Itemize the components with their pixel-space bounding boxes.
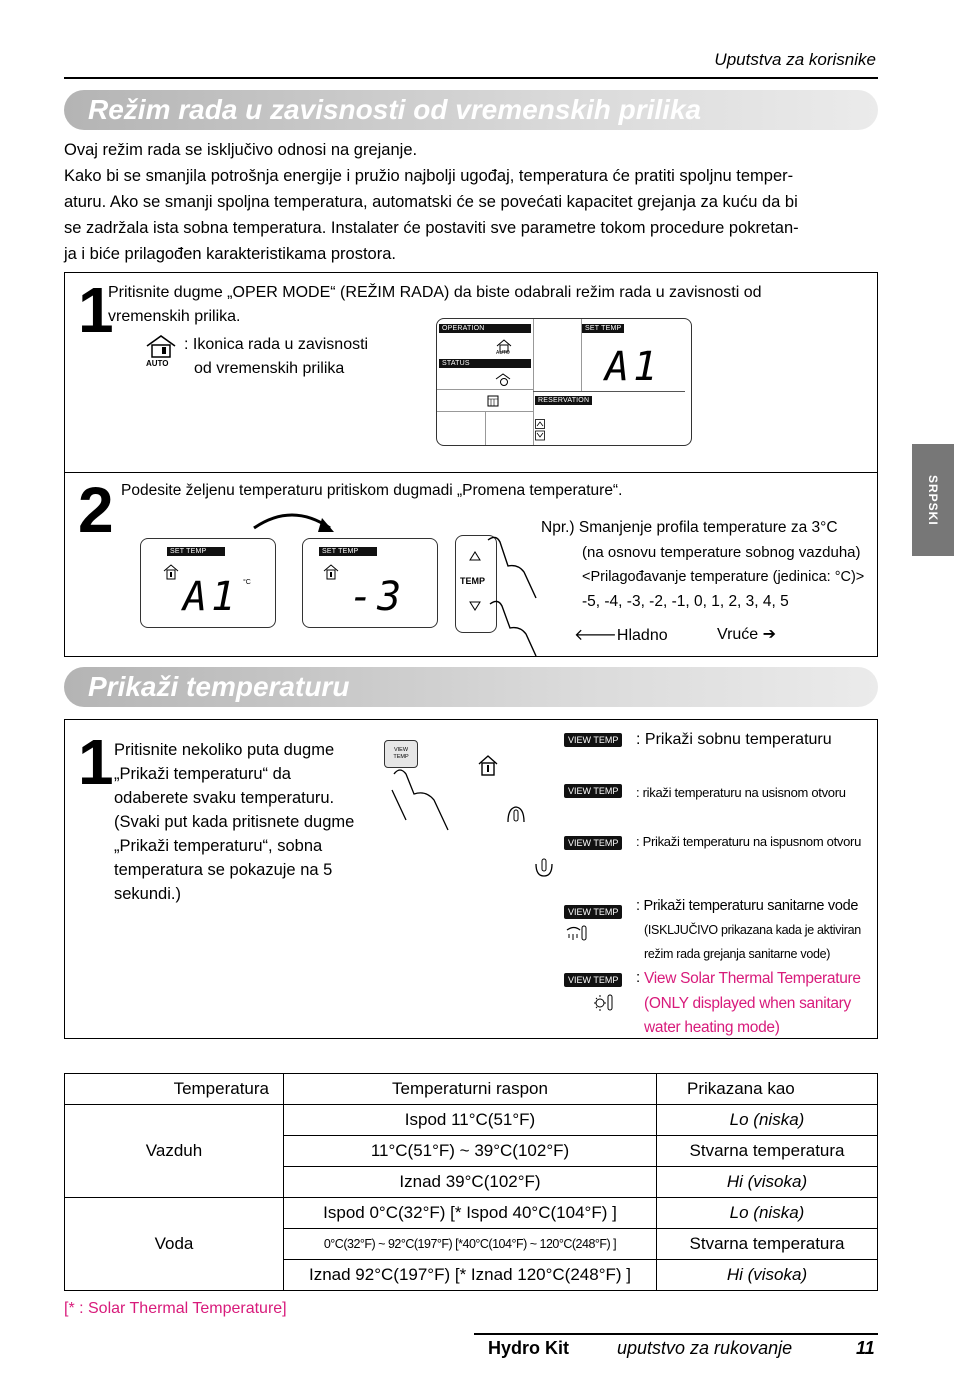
- table-row: [65, 1105, 878, 1136]
- solar-desc-line: View Solar Thermal Temperature: [644, 970, 861, 987]
- inlet-temp-icon: [505, 804, 527, 826]
- view-temp-button-label: TEMP: [393, 754, 409, 760]
- header-rule: [64, 77, 878, 79]
- table-group-label: Vazduh: [65, 1105, 284, 1198]
- lcd-readout: A1: [605, 344, 662, 390]
- view-temp-badge: VIEW TEMP: [564, 836, 622, 850]
- example-line: (na osnovu temperature sobnog vazduha): [582, 543, 861, 561]
- intro-paragraph: [64, 137, 878, 267]
- document-header: Uputstva za korisnike: [714, 50, 876, 69]
- hot-label: Vruće: [717, 626, 759, 643]
- view-temp-badge: VIEW TEMP: [564, 973, 622, 987]
- house-thermometer-icon: [323, 564, 339, 580]
- table-header: Temperatura: [65, 1074, 284, 1105]
- arrow-right-icon: ➔: [762, 626, 777, 643]
- intro-line: ja i biće prilagođen karakteristikama prostora.: [64, 245, 396, 263]
- instruction-line: odaberete svaku temperaturu.: [114, 789, 335, 807]
- view-temp-desc-line: : Prikaži temperaturu sanitarne vode: [636, 898, 859, 914]
- step-number: 1: [78, 274, 112, 346]
- table-header-row: [65, 1074, 878, 1105]
- intro-line: aturu. Ako se smanji spoljna temperatura, automatski će se povećati kapacitet grejanja za kuću da bi: [64, 193, 798, 211]
- auto-label: AUTO: [146, 359, 169, 368]
- section-title-view-temp: Prikaži temperaturu: [64, 667, 878, 707]
- footer-brand: Hydro Kit: [488, 1338, 569, 1358]
- table-group-label: Voda: [65, 1198, 284, 1291]
- icon-caption-line: od vremenskih prilika: [194, 360, 345, 377]
- hot-indicator: [717, 624, 776, 644]
- status-gear-icon: [495, 373, 511, 387]
- intro-line: se zadržala ista sobna temperatura. Instalater će postaviti sve parametre tokom procedure pokretan-: [64, 219, 799, 237]
- view-temp-badge: VIEW TEMP: [564, 784, 622, 798]
- icon-caption-line: : Ikonica rada u zavisnosti: [184, 336, 369, 353]
- operation-label: OPERATION: [439, 324, 531, 333]
- view-temp-desc: : rikaži temperaturu na usisnom otvoru: [636, 785, 846, 800]
- cold-indicator: [574, 624, 668, 645]
- room-temp-icon: [477, 754, 499, 776]
- example-note: [541, 516, 864, 614]
- view-temp-desc-line: režim rada grejanja sanitarne vode): [644, 947, 831, 961]
- solar-desc-line: (ONLY displayed when sanitary: [644, 994, 851, 1012]
- temp-button-label: TEMP: [460, 576, 486, 586]
- solar-thermal-desc: [644, 967, 861, 1041]
- icon-caption: [184, 333, 368, 381]
- panel-divider: [533, 391, 685, 392]
- solar-thermal-icon: [593, 993, 615, 1013]
- table-footnote: [* : Solar Thermal Temperature]: [64, 1300, 287, 1317]
- set-temp-label: SET TEMP: [167, 547, 225, 556]
- set-temp-label: SET TEMP: [582, 324, 624, 333]
- table-header: Temperaturni raspon: [284, 1074, 657, 1105]
- intro-line: Ovaj režim rada se isključivo odnosi na grejanje.: [64, 141, 418, 159]
- instruction-line: sekundi.): [114, 885, 181, 903]
- page-number: 11: [856, 1338, 875, 1358]
- table-cell: Iznad 39°C(102°F): [284, 1167, 657, 1198]
- table-row: [65, 1198, 878, 1229]
- intro-line: Kako bi se smanjila potrošnja energije i pružio najbolji ugođaj, temperatura će pratiti spoljnu temper-: [64, 167, 794, 185]
- finger-press-icon: [478, 528, 548, 658]
- view-temp-desc: : Prikaži temperaturu na ispusnom otvoru: [636, 834, 861, 849]
- table-cell: Ispod 11°C(51°F): [284, 1105, 657, 1136]
- auto-small-label: AUTO: [496, 350, 510, 356]
- sanitary-water-icon: [566, 924, 590, 944]
- colon-mark: :: [636, 969, 641, 986]
- view-temp-badge: VIEW TEMP: [564, 905, 622, 919]
- view-temp-desc-line: (ISKLJUČIVO prikazana kada je aktiviran: [644, 923, 861, 937]
- table-cell: Stvarna temperatura: [657, 1136, 878, 1167]
- weather-mode-house-icon: [144, 334, 178, 358]
- table-cell: Stvarna temperatura: [657, 1229, 878, 1260]
- instruction-line: „Prikaži temperaturu“ da: [114, 765, 291, 783]
- lcd-before: [140, 538, 276, 628]
- panel-divider: [437, 389, 533, 390]
- calendar-icon: [487, 395, 499, 407]
- arrow-left-icon: 🡐: [574, 627, 617, 644]
- view-temp-button-label: VIEW: [393, 747, 409, 753]
- status-label: STATUS: [439, 359, 531, 368]
- outlet-temp-icon: [533, 856, 555, 878]
- temperature-range-table: [64, 1073, 878, 1291]
- example-line: Npr.) Smanjenje profila temperature za 3°C: [541, 519, 838, 536]
- lcd-after: [302, 538, 438, 628]
- lcd-readout: A1: [183, 574, 240, 620]
- example-line: <Prilagođavanje temperature (jedinica: °C)>: [582, 569, 865, 585]
- view-temp-desc: : Prikaži sobnu temperaturu: [636, 731, 832, 748]
- table-cell: Ispod 0°C(32°F) [* Ispod 40°C(104°F) ]: [284, 1198, 657, 1229]
- cold-label: Hladno: [616, 627, 668, 644]
- panel-divider: [485, 411, 486, 445]
- reservation-label: RESERVATION: [535, 396, 592, 405]
- hand-press-icon: [390, 760, 454, 832]
- view-temp-desc: [636, 894, 861, 966]
- section-title-weather-mode: Režim rada u zavisnosti od vremenskih prilika: [64, 90, 878, 130]
- view-temp-badge: VIEW TEMP: [564, 733, 622, 747]
- step1-text-line: Pritisnite dugme „OPER MODE“ (REŽIM RADA) da biste odabrali režim rada u zavisnosti od: [108, 284, 762, 301]
- step-number: 1: [78, 726, 112, 798]
- instruction-line: temperatura se pokazuje na 5: [114, 861, 333, 879]
- footer-subtitle: uputstvo za rukovanje: [617, 1338, 793, 1358]
- table-cell: Iznad 92°C(197°F) [* Iznad 120°C(248°F) ]: [284, 1260, 657, 1291]
- table-cell: Hi (visoka): [657, 1167, 878, 1198]
- example-line: -5, -4, -3, -2, -1, 0, 1, 2, 3, 4, 5: [582, 592, 789, 610]
- set-temp-label: SET TEMP: [319, 547, 377, 556]
- step-number: 2: [78, 474, 112, 546]
- table-cell: Hi (visoka): [657, 1260, 878, 1291]
- view-temp-instruction: [114, 738, 354, 906]
- solar-desc-line: water heating mode): [644, 1019, 780, 1036]
- arrow-up-down-icon: [535, 419, 545, 441]
- panel-divider: [581, 319, 582, 391]
- unit-label: °C: [243, 579, 251, 586]
- house-thermometer-icon: [163, 564, 179, 580]
- instruction-line: Pritisnite nekoliko puta dugme: [114, 741, 335, 759]
- table-cell: Lo (niska): [657, 1198, 878, 1229]
- lcd-readout: -3: [349, 574, 406, 620]
- table-header: Prikazana kao: [657, 1074, 878, 1105]
- control-panel-display: [436, 318, 692, 446]
- footer-rule: [474, 1333, 878, 1335]
- instruction-line: „Prikaži temperaturu“, sobna: [114, 837, 323, 855]
- step1-text-line: vremenskih prilika.: [108, 308, 241, 325]
- table-cell: 11°C(51°F) ~ 39°C(102°F): [284, 1136, 657, 1167]
- curved-arrow-icon: [252, 506, 342, 538]
- language-tab: SRPSKI: [912, 444, 954, 556]
- table-cell: Lo (niska): [657, 1105, 878, 1136]
- table-cell: 0°C(32°F) ~ 92°C(197°F) [*40°C(104°F) ~ 120°C(248°F) ]: [284, 1229, 657, 1260]
- step2-instruction: Podesite željenu temperaturu pritiskom dugmadi „Promena temperature“.: [121, 482, 623, 499]
- instruction-line: (Svaki put kada pritisnete dugme: [114, 813, 355, 831]
